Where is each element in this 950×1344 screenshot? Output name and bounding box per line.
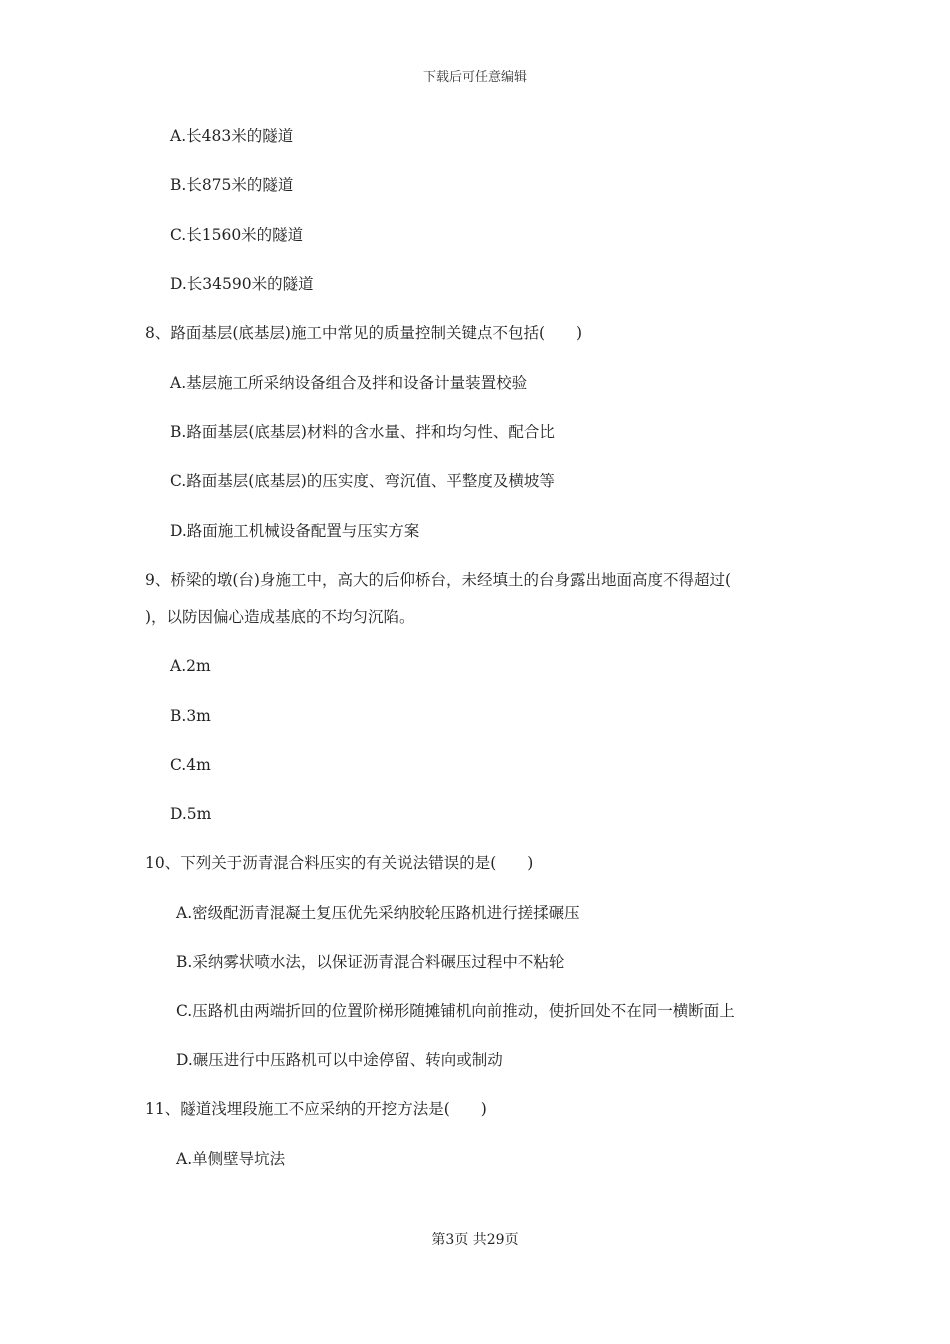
q10-question: 10、下列关于沥青混合料压实的有关说法错误的是( ) xyxy=(145,854,534,872)
q8-option-c: C.路面基层(底基层)的压实度、弯沉值、平整度及横坡等 xyxy=(170,472,555,490)
q9-option-c: C.4m xyxy=(170,756,211,774)
q8-option-d: D.路面施工机械设备配置与压实方案 xyxy=(170,522,420,540)
q8-option-b: B.路面基层(底基层)材料的含水量、拌和均匀性、配合比 xyxy=(170,423,555,441)
q7-option-a: A.长483米的隧道 xyxy=(170,127,294,145)
q10-option-c: C.压路机由两端折回的位置阶梯形随摊铺机向前推动，使折回处不在同一横断面上 xyxy=(176,1002,735,1020)
q10-option-d: D.碾压进行中压路机可以中途停留、转向或制动 xyxy=(176,1051,503,1069)
q9-option-b: B.3m xyxy=(170,707,211,725)
q9-question-line1: 9、桥梁的墩(台)身施工中，高大的后仰桥台，未经填土的台身露出地面高度不得超过( xyxy=(145,571,732,589)
q9-option-d: D.5m xyxy=(170,805,212,823)
q9-question-line2: )，以防因偏心造成基底的不均匀沉陷。 xyxy=(145,608,415,626)
q7-option-c: C.长1560米的隧道 xyxy=(170,226,304,244)
q8-question: 8、路面基层(底基层)施工中常见的质量控制关键点不包括( ) xyxy=(145,324,583,342)
q10-option-a: A.密级配沥青混凝土复压优先采纳胶轮压路机进行搓揉碾压 xyxy=(176,904,580,922)
q11-option-a: A.单侧壁导坑法 xyxy=(176,1150,286,1168)
q9-option-a: A.2m xyxy=(170,657,211,675)
q7-option-b: B.长875米的隧道 xyxy=(170,176,294,194)
page-header: 下载后可任意编辑 xyxy=(422,70,527,85)
q8-option-a: A.基层施工所采纳设备组合及拌和设备计量装置校验 xyxy=(170,374,528,392)
q10-option-b: B.采纳雾状喷水法，以保证沥青混合料碾压过程中不粘轮 xyxy=(176,953,565,971)
q7-option-d: D.长34590米的隧道 xyxy=(170,275,314,293)
page-footer: 第3页 共29页 xyxy=(431,1232,519,1248)
q11-question: 11、隧道浅埋段施工不应采纳的开挖方法是( ) xyxy=(145,1100,487,1118)
